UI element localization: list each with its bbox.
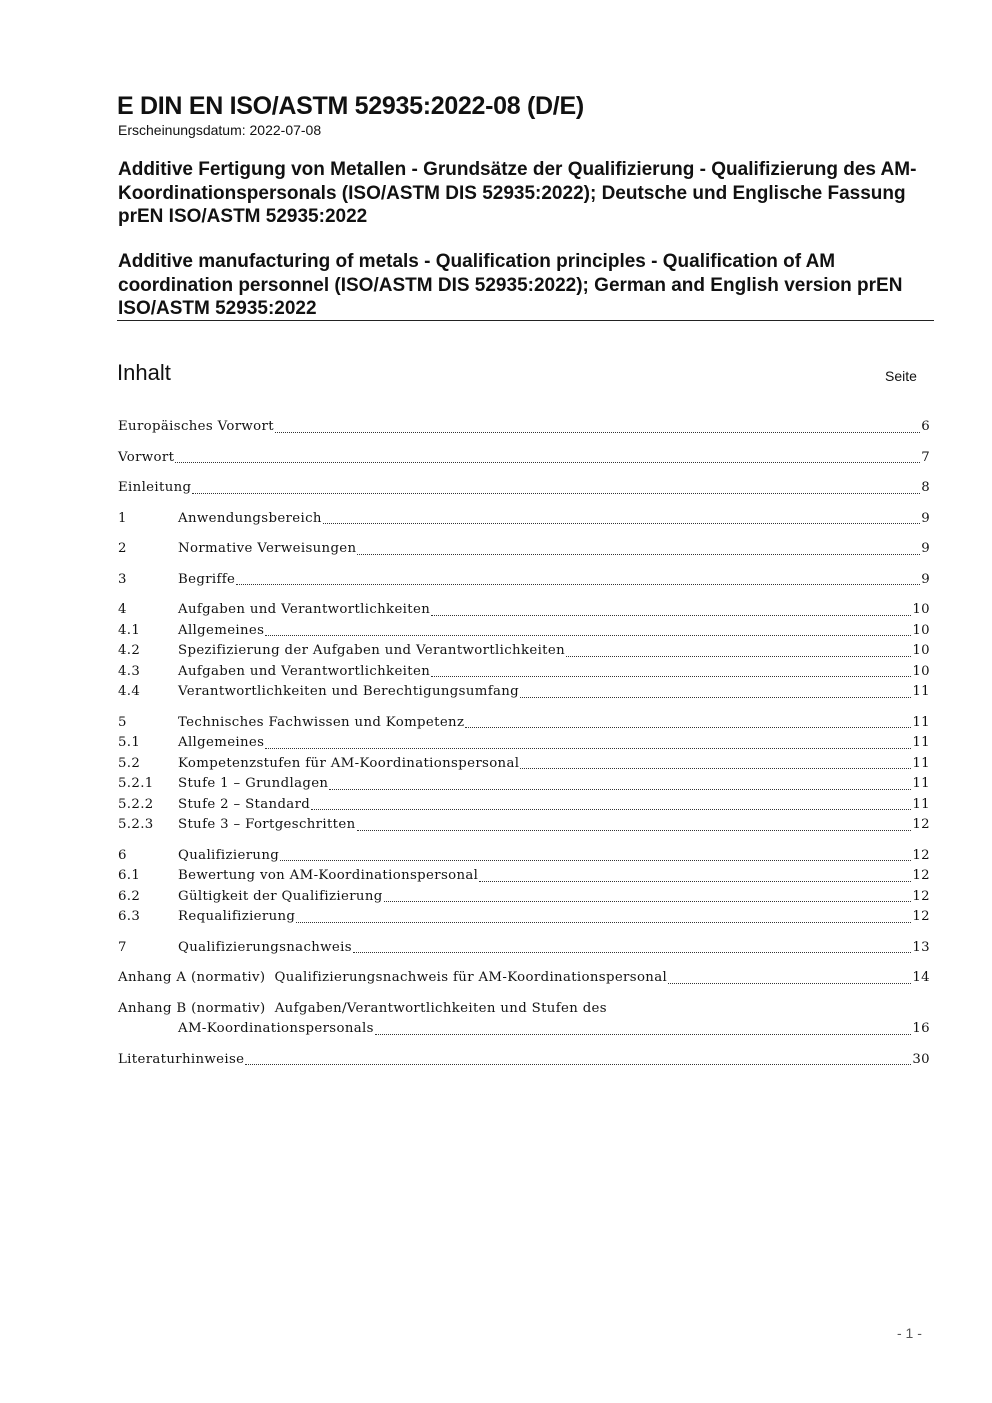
- toc-entry-page: 16: [912, 1021, 930, 1036]
- toc-entry-page: 11: [912, 755, 930, 771]
- toc-leader: [192, 492, 920, 494]
- toc-entry-number: 1: [118, 510, 127, 526]
- toc-entry-title: Literaturhinweise: [118, 1051, 245, 1067]
- toc-entry-title: Aufgaben und Verantwortlichkeiten: [178, 663, 431, 679]
- title-divider: [117, 320, 934, 321]
- toc-leader: [353, 951, 911, 953]
- toc-leader: [280, 859, 911, 861]
- toc-leader: [265, 634, 911, 636]
- english-title: Additive manufacturing of metals - Qualification principles - Qualification of AM coordination personnel (ISO/ASTM DIS 52935:2022); German and English version prEN ISO/ASTM 52935:2022: [118, 251, 903, 319]
- toc-entry-number: 7: [118, 939, 127, 955]
- toc-entry-title: Gültigkeit der Qualifizierung: [178, 888, 383, 904]
- toc-entry-title: Verantwortlichkeiten und Berechtigungsumfang: [178, 684, 520, 699]
- toc-entry-page: 12: [912, 847, 930, 863]
- toc-entry[interactable]: [118, 754, 930, 775]
- toc-entry-page: 9: [921, 510, 930, 526]
- toc-entry[interactable]: [118, 662, 930, 683]
- toc-leader: [236, 583, 920, 585]
- toc-entry[interactable]: [118, 600, 930, 621]
- toc-entry-number: 6.1: [118, 868, 141, 883]
- toc-leader: [384, 900, 912, 902]
- publication-date: Erscheinungsdatum: 2022-07-08: [118, 122, 322, 138]
- toc-entry-page: 12: [912, 888, 930, 904]
- toc-entry[interactable]: [118, 846, 930, 867]
- toc-leader: [357, 553, 920, 555]
- document-title: E DIN EN ISO/ASTM 52935:2022-08 (D/E): [117, 92, 584, 120]
- table-of-contents: [118, 417, 930, 1070]
- toc-entry[interactable]: [118, 795, 930, 816]
- toc-entry-page: 12: [912, 909, 930, 924]
- toc-entry-number: 4.4: [118, 684, 141, 699]
- toc-entry[interactable]: [118, 509, 930, 530]
- toc-entry[interactable]: [118, 570, 930, 591]
- toc-entry-title: Qualifizierungsnachweis: [178, 939, 352, 955]
- toc-entry-number: 2: [118, 541, 127, 556]
- toc-entry-title: Stufe 2 – Standard: [178, 796, 311, 812]
- toc-entry-title: Technisches Fachwissen und Kompetenz: [178, 714, 465, 730]
- toc-entry-title: Bewertung von AM-Koordinationspersonal: [178, 868, 479, 883]
- toc-entry-title: Stufe 1 – Grundlagen: [178, 776, 329, 791]
- toc-heading: Inhalt: [117, 360, 171, 385]
- toc-leader: [375, 1033, 912, 1035]
- toc-entry-annex-a[interactable]: [118, 968, 930, 989]
- toc-entry-page: 11: [912, 776, 930, 791]
- toc-entry-page: 12: [912, 817, 930, 832]
- toc-leader: [520, 767, 911, 769]
- toc-entry-number: 5: [118, 714, 127, 730]
- toc-entry[interactable]: [118, 641, 930, 662]
- toc-entry-number: 6.2: [118, 888, 141, 904]
- toc-entry-title: Anwendungsbereich: [178, 510, 322, 526]
- toc-entry-title: Allgemeines: [178, 622, 265, 638]
- toc-entry-page: 6: [921, 419, 930, 434]
- toc-entry-number: 3: [118, 571, 127, 587]
- toc-entry[interactable]: [118, 713, 930, 734]
- toc-leader: [357, 829, 912, 831]
- toc-entry[interactable]: [118, 938, 930, 959]
- toc-entry-page: 13: [912, 939, 930, 955]
- toc-entry[interactable]: [118, 887, 930, 908]
- german-title: Additive Fertigung von Metallen - Grundsätze der Qualifizierung - Qualifizierung des AM-Koordinationspersonals (ISO/ASTM DIS 52935:2022); Deutsche und Englische Fassung prEN ISO/ASTM 52935:2022: [118, 159, 917, 227]
- toc-entry-page: 11: [912, 684, 930, 699]
- toc-entry-title: Qualifizierung: [178, 847, 280, 863]
- toc-entry[interactable]: [118, 907, 930, 928]
- toc-entry-number: 6: [118, 847, 127, 863]
- toc-page-label: Seite: [885, 368, 917, 384]
- toc-entry-page: 11: [912, 735, 930, 750]
- toc-entry-page: 9: [921, 571, 930, 587]
- toc-entry-bibliography[interactable]: [118, 1050, 930, 1071]
- toc-leader: [245, 1063, 911, 1065]
- toc-leader: [275, 431, 920, 433]
- toc-entry-page: 8: [921, 480, 930, 495]
- toc-entry-page: 10: [912, 602, 930, 617]
- toc-entry-number: 6.3: [118, 909, 141, 924]
- toc-entry-number: 5.1: [118, 735, 141, 750]
- toc-entry[interactable]: [118, 866, 930, 887]
- toc-entry-title: Spezifizierung der Aufgaben und Verantwortlichkeiten: [178, 643, 565, 658]
- toc-entry[interactable]: [118, 682, 930, 703]
- toc-entry[interactable]: [118, 774, 930, 795]
- toc-leader: [668, 982, 911, 984]
- toc-leader: [323, 522, 920, 524]
- toc-leader: [329, 788, 911, 790]
- toc-entry-title: Kompetenzstufen für AM-Koordinationspersonal: [178, 755, 520, 771]
- toc-entry-page: 9: [921, 541, 930, 556]
- toc-leader: [520, 696, 911, 698]
- toc-entry-page: 12: [912, 868, 930, 883]
- toc-leader: [175, 461, 920, 463]
- toc-entry[interactable]: [118, 417, 930, 438]
- toc-leader: [465, 726, 911, 728]
- toc-entry-page: 11: [912, 796, 930, 812]
- toc-leader: [431, 675, 911, 677]
- toc-leader: [479, 880, 911, 882]
- toc-leader: [311, 808, 911, 810]
- toc-entry-number: 5.2.2: [118, 796, 154, 812]
- toc-entry-number: 5.2.3: [118, 817, 154, 832]
- toc-entry-annex-b[interactable]: [118, 999, 930, 1040]
- toc-entry[interactable]: [118, 621, 930, 642]
- toc-entry-page: 30: [912, 1051, 930, 1067]
- toc-entry-title: Allgemeines: [178, 735, 265, 750]
- toc-entry-title: Vorwort: [118, 449, 175, 465]
- toc-entry[interactable]: [118, 448, 930, 469]
- toc-entry[interactable]: [118, 539, 930, 560]
- toc-entry-title-continued: AM-Koordinationspersonals: [178, 1021, 374, 1036]
- toc-leader: [265, 747, 911, 749]
- toc-entry-title: Einleitung: [118, 480, 192, 495]
- toc-entry-page: 10: [912, 622, 930, 638]
- toc-entry-title: Requalifizierung: [178, 909, 296, 924]
- toc-entry-number: 4.3: [118, 663, 141, 679]
- toc-entry-title: Anhang A (normativ) Qualifizierungsnachweis für AM-Koordinationspersonal: [118, 970, 668, 985]
- toc-entry-page: 10: [912, 643, 930, 658]
- toc-leader: [296, 921, 911, 923]
- toc-entry-title: Begriffe: [178, 571, 236, 587]
- toc-entry-page: 14: [912, 970, 930, 985]
- toc-leader: [431, 614, 911, 616]
- toc-entry-title: Stufe 3 – Fortgeschritten: [178, 817, 356, 832]
- toc-entry-number: 4: [118, 602, 127, 617]
- toc-entry-title: Anhang B (normativ) Aufgaben/Verantwortlichkeiten und Stufen des: [118, 1000, 607, 1016]
- toc-entry[interactable]: [118, 733, 930, 754]
- page-number: - 1 -: [897, 1325, 922, 1341]
- toc-entry-title: Aufgaben und Verantwortlichkeiten: [178, 602, 431, 617]
- toc-entry-page: 7: [921, 449, 930, 465]
- toc-entry-page: 10: [912, 663, 930, 679]
- toc-entry[interactable]: [118, 478, 930, 499]
- toc-entry-number: 4.2: [118, 643, 141, 658]
- toc-entry-number: 5.2.1: [118, 776, 154, 791]
- toc-entry[interactable]: [118, 815, 930, 836]
- toc-entry-page: 11: [912, 714, 930, 730]
- toc-entry-number: 5.2: [118, 755, 141, 771]
- toc-leader: [566, 655, 911, 657]
- toc-entry-title: Europäisches Vorwort: [118, 419, 274, 434]
- toc-entry-title: Normative Verweisungen: [178, 541, 357, 556]
- toc-entry-number: 4.1: [118, 622, 141, 638]
